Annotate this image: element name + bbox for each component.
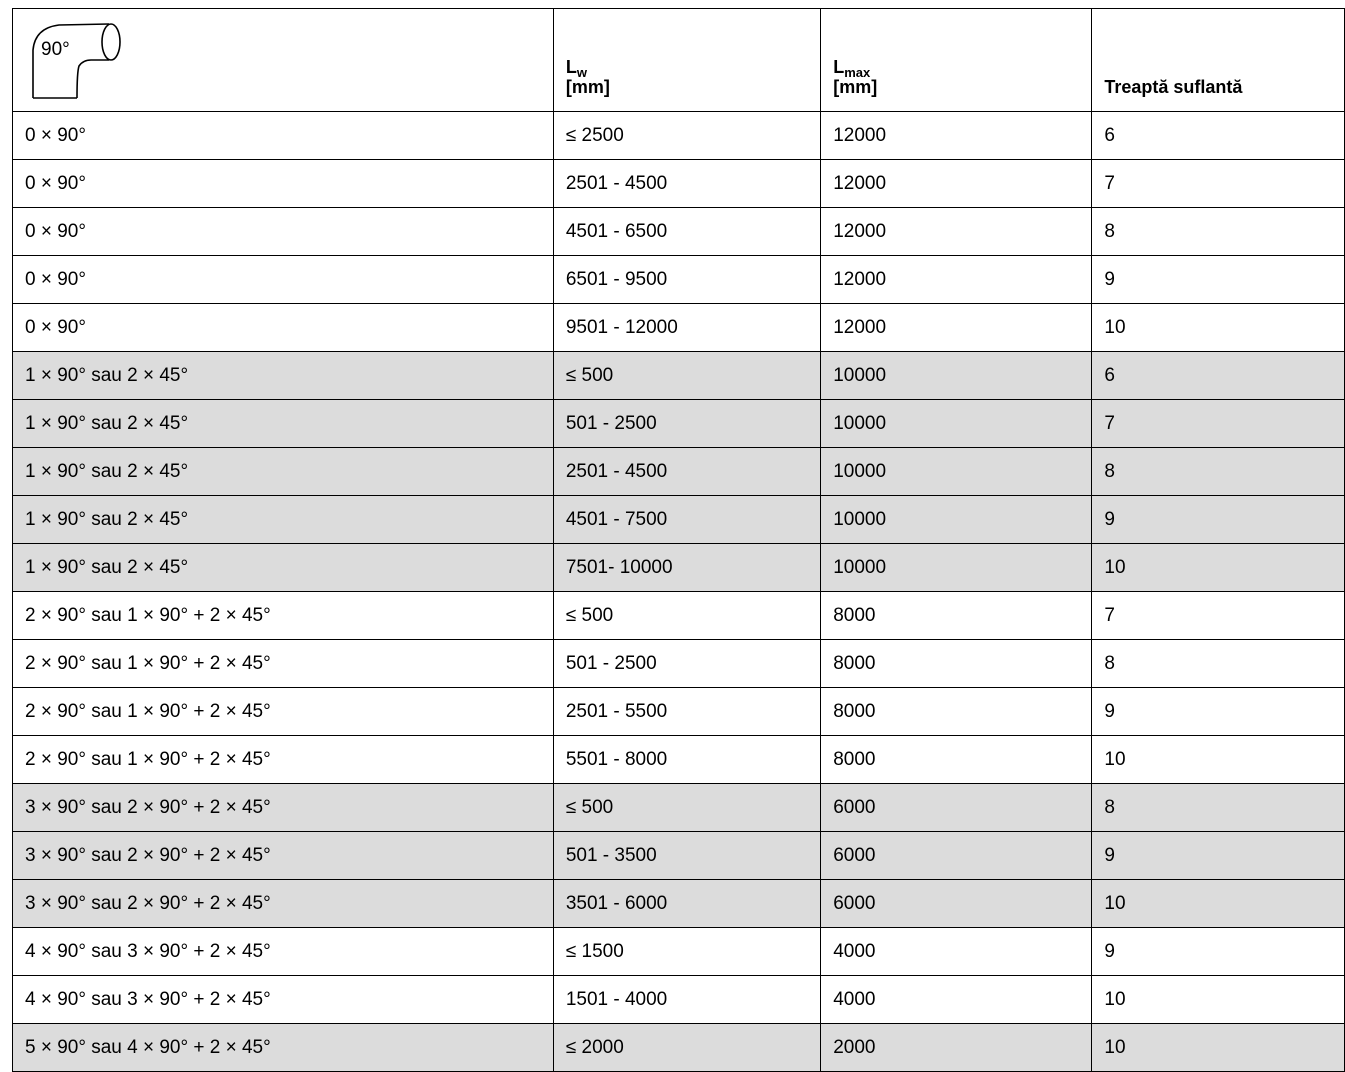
cell-lw: 3501 - 6000: [553, 880, 820, 928]
cell-lw: 4501 - 7500: [553, 496, 820, 544]
cell-lw: 9501 - 12000: [553, 304, 820, 352]
table-row: [13, 784, 1345, 832]
cell-fan-step: 10: [1092, 736, 1345, 784]
elbow-90-icon: [25, 20, 135, 100]
cell-configuration: 1 × 90° sau 2 × 45°: [13, 496, 554, 544]
cell-configuration: 0 × 90°: [13, 256, 554, 304]
table-row: [13, 688, 1345, 736]
table-row: [13, 736, 1345, 784]
cell-fan-step: 10: [1092, 880, 1345, 928]
cell-fan-step: 10: [1092, 544, 1345, 592]
cell-fan-step: 9: [1092, 832, 1345, 880]
header-fan-step: Treaptă suflantă: [1092, 9, 1345, 112]
table-row: [13, 352, 1345, 400]
header-lmax-subscript: max: [844, 65, 871, 80]
header-lmax: [821, 9, 1092, 112]
cell-lw: ≤ 500: [553, 784, 820, 832]
cell-fan-step: 6: [1092, 112, 1345, 160]
cell-fan-step: 7: [1092, 400, 1345, 448]
cell-lmax: 4000: [821, 928, 1092, 976]
cell-configuration: 5 × 90° sau 4 × 90° + 2 × 45°: [13, 1024, 554, 1072]
cell-lmax: 10000: [821, 400, 1092, 448]
cell-lmax: 12000: [821, 160, 1092, 208]
table-header-row: [13, 9, 1345, 112]
cell-fan-step: 8: [1092, 448, 1345, 496]
cell-lmax: 12000: [821, 112, 1092, 160]
table-row: [13, 1024, 1345, 1072]
cell-configuration: 3 × 90° sau 2 × 90° + 2 × 45°: [13, 880, 554, 928]
cell-configuration: 2 × 90° sau 1 × 90° + 2 × 45°: [13, 640, 554, 688]
cell-configuration: 2 × 90° sau 1 × 90° + 2 × 45°: [13, 736, 554, 784]
table-row: [13, 928, 1345, 976]
table-row: [13, 256, 1345, 304]
cell-lw: 1501 - 4000: [553, 976, 820, 1024]
table-body: [13, 112, 1345, 1072]
cell-configuration: 0 × 90°: [13, 304, 554, 352]
cell-lmax: 8000: [821, 736, 1092, 784]
table-row: [13, 592, 1345, 640]
cell-lmax: 4000: [821, 976, 1092, 1024]
header-elbow-cell: [13, 9, 554, 112]
cell-configuration: 1 × 90° sau 2 × 45°: [13, 448, 554, 496]
cell-configuration: 3 × 90° sau 2 × 90° + 2 × 45°: [13, 832, 554, 880]
elbow-diagram-icon: [25, 20, 135, 100]
cell-lmax: 10000: [821, 352, 1092, 400]
cell-lw: ≤ 1500: [553, 928, 820, 976]
cell-lw: 2501 - 5500: [553, 688, 820, 736]
cell-fan-step: 6: [1092, 352, 1345, 400]
cell-fan-step: 10: [1092, 976, 1345, 1024]
table-row: [13, 496, 1345, 544]
cell-configuration: 4 × 90° sau 3 × 90° + 2 × 45°: [13, 928, 554, 976]
table-row: [13, 640, 1345, 688]
cell-fan-step: 8: [1092, 208, 1345, 256]
table-row: [13, 112, 1345, 160]
cell-lw: ≤ 2500: [553, 112, 820, 160]
cell-lmax: 6000: [821, 880, 1092, 928]
cell-lw: ≤ 500: [553, 592, 820, 640]
cell-lw: 4501 - 6500: [553, 208, 820, 256]
cell-configuration: 2 × 90° sau 1 × 90° + 2 × 45°: [13, 688, 554, 736]
header-lw-symbol: L: [565, 57, 577, 77]
table-row: [13, 448, 1345, 496]
cell-configuration: 3 × 90° sau 2 × 90° + 2 × 45°: [13, 784, 554, 832]
cell-lw: ≤ 2000: [553, 1024, 820, 1072]
cell-configuration: 0 × 90°: [13, 160, 554, 208]
cell-lw: 501 - 3500: [553, 832, 820, 880]
cell-lmax: 10000: [821, 496, 1092, 544]
cell-configuration: 0 × 90°: [13, 208, 554, 256]
header-lw: [553, 9, 820, 112]
cell-configuration: 2 × 90° sau 1 × 90° + 2 × 45°: [13, 592, 554, 640]
cell-configuration: 1 × 90° sau 2 × 45°: [13, 400, 554, 448]
cell-lmax: 2000: [821, 1024, 1092, 1072]
cell-lw: 5501 - 8000: [553, 736, 820, 784]
cell-fan-step: 7: [1092, 160, 1345, 208]
cell-fan-step: 9: [1092, 256, 1345, 304]
table-row: [13, 544, 1345, 592]
header-lmax-unit: [mm]: [833, 77, 878, 97]
cell-lmax: 6000: [821, 784, 1092, 832]
cell-lw: 2501 - 4500: [553, 448, 820, 496]
cell-lw: ≤ 500: [553, 352, 820, 400]
cell-fan-step: 9: [1092, 688, 1345, 736]
cell-fan-step: 8: [1092, 784, 1345, 832]
cell-lw: 6501 - 9500: [553, 256, 820, 304]
cell-configuration: 1 × 90° sau 2 × 45°: [13, 352, 554, 400]
header-lw-subscript: w: [576, 65, 587, 80]
flue-configuration-table: [12, 8, 1345, 1072]
cell-lw: 501 - 2500: [553, 400, 820, 448]
cell-lmax: 8000: [821, 688, 1092, 736]
header-lw-unit: [mm]: [565, 77, 610, 97]
cell-fan-step: 10: [1092, 1024, 1345, 1072]
header-lmax-symbol: L: [833, 57, 845, 77]
cell-fan-step: 7: [1092, 592, 1345, 640]
cell-fan-step: 8: [1092, 640, 1345, 688]
cell-lw: 501 - 2500: [553, 640, 820, 688]
cell-lmax: 12000: [821, 208, 1092, 256]
cell-fan-step: 9: [1092, 928, 1345, 976]
table-row: [13, 304, 1345, 352]
cell-lmax: 8000: [821, 592, 1092, 640]
cell-fan-step: 10: [1092, 304, 1345, 352]
cell-lmax: 8000: [821, 640, 1092, 688]
table-row: [13, 160, 1345, 208]
table-row: [13, 208, 1345, 256]
elbow-angle-label: 90°: [41, 39, 70, 60]
table-row: [13, 976, 1345, 1024]
cell-lmax: 6000: [821, 832, 1092, 880]
cell-fan-step: 9: [1092, 496, 1345, 544]
cell-lw: 7501- 10000: [553, 544, 820, 592]
table-row: [13, 832, 1345, 880]
table-row: [13, 400, 1345, 448]
cell-configuration: 4 × 90° sau 3 × 90° + 2 × 45°: [13, 976, 554, 1024]
table-row: [13, 880, 1345, 928]
cell-configuration: 0 × 90°: [13, 112, 554, 160]
cell-lw: 2501 - 4500: [553, 160, 820, 208]
cell-lmax: 12000: [821, 256, 1092, 304]
cell-lmax: 10000: [821, 448, 1092, 496]
cell-lmax: 12000: [821, 304, 1092, 352]
cell-configuration: 1 × 90° sau 2 × 45°: [13, 544, 554, 592]
cell-lmax: 10000: [821, 544, 1092, 592]
